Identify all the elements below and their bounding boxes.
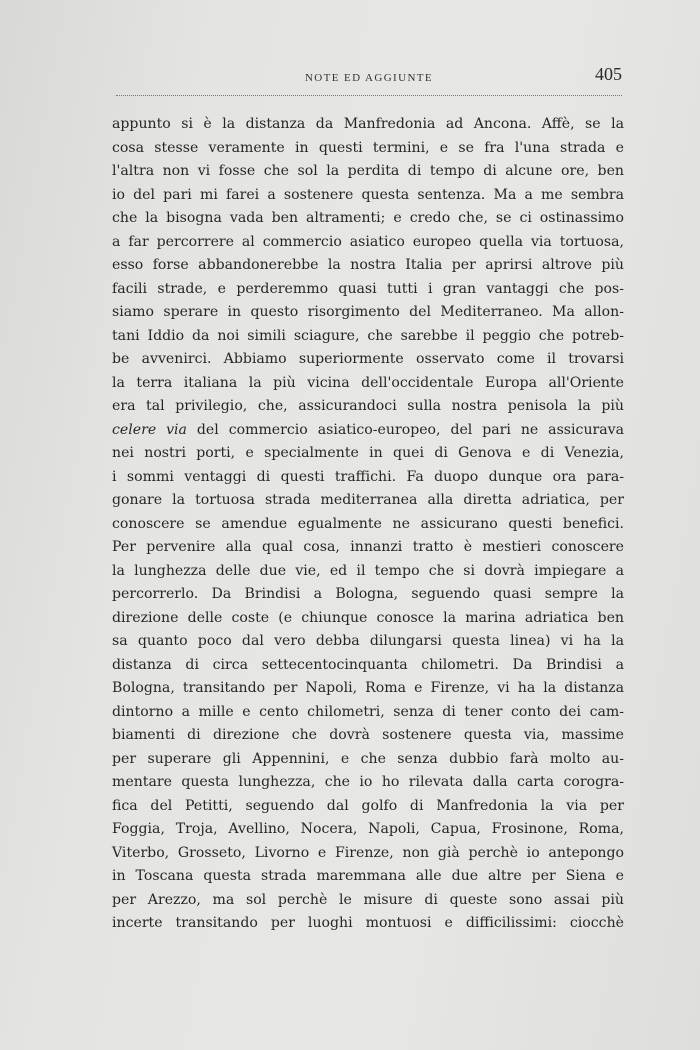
text-line: gonare la tortuosa strada mediterranea alla diretta adriatica, per [112, 492, 624, 508]
text-line: la lunghezza delle due vie, ed il tempo che si dovrà impiegare a [112, 562, 624, 579]
text-line-with-italic [112, 419, 624, 443]
text-line: mentare questa lunghezza, che io ho rilevata dalla carta corogra- [112, 774, 624, 790]
text-line: direzione delle coste (e chiunque conosce la marina adriatica ben [112, 609, 624, 626]
running-header [116, 64, 622, 96]
text-line: la terra italiana la più vicina dell'occidentale Europa all'Oriente [112, 374, 624, 391]
text-line: Foggia, Troja, Avellino, Nocera, Napoli, Capua, Frosinone, Roma, [112, 821, 624, 837]
text-line: per Arezzo, ma sol perchè le misure di queste sono assai più [112, 891, 624, 908]
text-line: Viterbo, Grosseto, Livorno e Firenze, non già perchè io antepongo [112, 844, 624, 861]
running-title: NOTE ED AGGIUNTE [304, 72, 434, 84]
text-line: Bologna, transitando per Napoli, Roma e Firenze, vi ha la distanza [112, 680, 624, 696]
text-line: facili strade, e perderemmo quasi tutti i gran vantaggi che pos- [112, 280, 624, 297]
text-line: io del pari mi farei a sostenere questa sentenza. Ma a me sembra [112, 186, 624, 203]
text-line: fica del Petitti, seguendo dal golfo di Manfredonia la via per [112, 797, 624, 814]
text-line: in Toscana questa strada maremmana alle due altre per Siena e [112, 868, 624, 884]
text-line: sa quanto poco dal vero debba dilungarsi questa linea) vi ha la [112, 633, 624, 649]
text-line: a far percorrere al commercio asiatico europeo quella via tortuosa, [112, 233, 624, 250]
text-line: dintorno a mille e cento chilometri, senza di tener conto dei cam- [112, 703, 624, 720]
text-line: biamenti di direzione che dovrà sostenere questa via, massime [112, 727, 624, 743]
text-line-rest: del commercio asiatico-europeo, del pari ne assicurava [196, 421, 625, 438]
text-line: conoscere se amendue egualmente ne assicurano questi benefici. [112, 515, 624, 532]
text-line: Per pervenire alla qual cosa, innanzi tratto è mestieri conoscere [112, 539, 624, 555]
text-line: be avvenirci. Abbiamo superiormente osservato come il trovarsi [112, 351, 624, 367]
italic-phrase: celere via [112, 421, 187, 438]
text-line: che la bisogna vada ben altramenti; e credo che, se ci ostinassimo [112, 210, 624, 226]
text-line: appunto si è la distanza da Manfredonia ad Ancona. Affè, se la [112, 116, 624, 132]
text-line: tani Iddio da noi simili sciagure, che sarebbe il peggio che potreb- [112, 327, 624, 344]
header-dotted-rule [116, 95, 622, 96]
text-line: l'altra non vi fosse che sol la perdita di tempo di alcune ore, ben [112, 163, 624, 179]
page-number: 405 [595, 64, 622, 84]
text-line: siamo sperare in questo risorgimento del Mediterraneo. Ma allon- [112, 304, 624, 320]
text-line: percorrerlo. Da Brindisi a Bologna, seguendo quasi sempre la [112, 586, 624, 602]
text-line: cosa stesse veramente in questi termini, e se fra l'una strada e [112, 139, 624, 156]
text-line: i sommi ventaggi di questi traffichi. Fa duopo dunque ora para- [112, 468, 624, 485]
body-text [112, 113, 624, 936]
text-line: incerte transitando per luoghi montuosi e difficilissimi: ciocchè [112, 915, 624, 931]
text-line: esso forse abbandonerebbe la nostra Italia per aprirsi altrove più [112, 257, 624, 273]
text-line: nei nostri porti, e specialmente in quei di Genova e di Venezia, [112, 445, 624, 461]
text-line: era tal privilegio, che, assicurandoci sulla nostra penisola la più [112, 398, 624, 414]
text-line: per superare gli Appennini, e che senza dubbio farà molto au- [112, 750, 624, 767]
text-line: distanza di circa settecentocinquanta chilometri. Da Brindisi a [112, 656, 624, 673]
